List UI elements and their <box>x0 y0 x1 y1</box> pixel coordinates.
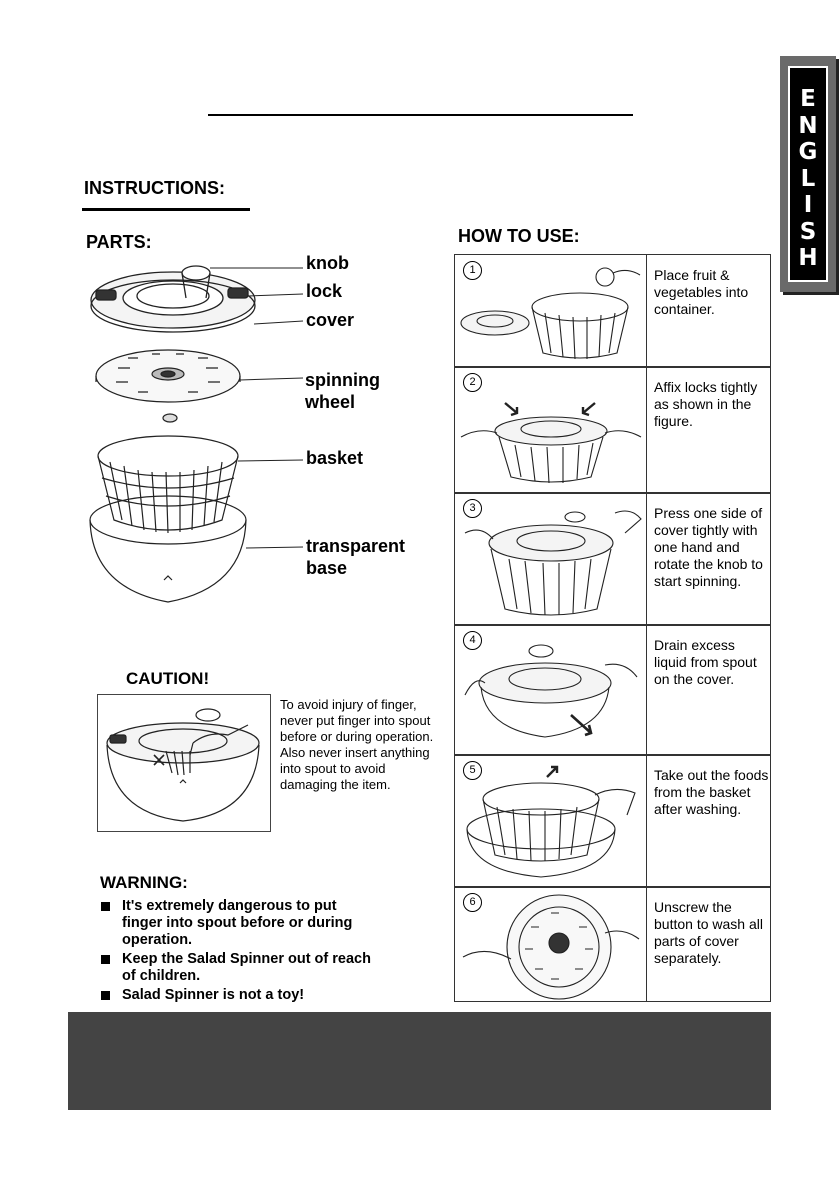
instructions-underline <box>82 208 250 211</box>
step-4-panel <box>454 624 771 756</box>
step-4-illustration <box>455 625 647 755</box>
warning-item <box>100 898 440 949</box>
step-3-text: Press one side of cover tightly with one hand and rotate the knob to start spinning. <box>654 505 763 589</box>
part-label-transparent: transparent <box>306 536 406 556</box>
spinning-wheel-illustration <box>96 350 240 402</box>
step-2-illustration <box>455 367 647 493</box>
step-1-panel <box>454 254 771 368</box>
warning-item-line: Keep the Salad Spinner out of reach <box>122 951 371 967</box>
step-5-text: Take out the foods from the basket after washing. <box>654 767 769 817</box>
step-1-drawing <box>455 255 645 367</box>
step-number: 5 <box>463 761 482 780</box>
part-label-lock: lock <box>306 281 343 301</box>
parts-heading: PARTS: <box>86 232 152 252</box>
step-3-drawing <box>455 493 645 625</box>
step-2-panel <box>454 366 771 494</box>
step-6-panel <box>454 886 771 1002</box>
warning-item-line: finger into spout before or during <box>122 915 353 931</box>
language-letter: N <box>798 112 818 139</box>
step-number: 4 <box>463 631 482 650</box>
step-6-text: Unscrew the button to wash all parts of cover separately. <box>654 899 763 966</box>
step-5-panel <box>454 754 771 888</box>
step-number: 3 <box>463 499 482 518</box>
title-rule <box>208 114 633 116</box>
step-5-drawing <box>455 755 645 887</box>
language-tab <box>780 56 836 292</box>
caution-illustration-box <box>97 694 271 832</box>
language-letter: G <box>798 139 818 165</box>
step-2-text: Affix locks tightly as shown in the figure. <box>654 379 758 429</box>
step-number: 2 <box>463 373 482 392</box>
language-letter: L <box>800 165 816 192</box>
part-label-basket: basket <box>306 448 364 468</box>
center-screw-illustration <box>163 414 177 422</box>
caution-heading: CAUTION! <box>126 669 210 688</box>
warning-heading: WARNING: <box>100 873 188 892</box>
caution-text: To avoid injury of finger, never put finger into spout before or during operation. Also never insert anything into spout to avoid damaging the item. <box>280 697 434 792</box>
part-label-knob: knob <box>306 253 349 273</box>
step-number: 6 <box>463 893 482 912</box>
language-letter: E <box>800 86 816 112</box>
warning-list <box>100 898 440 1006</box>
exploded-parts-illustration <box>88 258 308 613</box>
warning-item <box>100 987 440 1004</box>
warning-item <box>100 951 440 985</box>
instructions-heading: INSTRUCTIONS: <box>84 178 225 198</box>
basket-illustration <box>98 436 238 533</box>
step-1-illustration <box>455 255 647 367</box>
step-3-illustration <box>455 493 647 625</box>
step-1-text: Place fruit & vegetables into container. <box>654 267 749 317</box>
warning-item-line: of children. <box>122 968 201 984</box>
language-tab-letters <box>790 86 826 272</box>
part-label-spinning: spinning <box>305 370 380 390</box>
step-4-drawing <box>455 625 645 755</box>
language-letter: H <box>798 245 818 271</box>
caution-illustration <box>98 695 269 830</box>
warning-item-line: Salad Spinner is not a toy! <box>122 987 305 1003</box>
warning-item-line: It's extremely dangerous to put <box>122 898 337 914</box>
footer-band <box>68 1012 771 1110</box>
part-label-cover: cover <box>306 310 355 330</box>
part-label-wheel: wheel <box>305 392 356 412</box>
step-3-panel <box>454 492 771 626</box>
step-number: 1 <box>463 261 482 280</box>
language-letter: I <box>803 192 813 218</box>
language-letter: S <box>799 218 817 245</box>
warning-item-line: operation. <box>122 932 193 948</box>
step-6-illustration <box>455 887 647 1001</box>
step-6-drawing <box>455 887 645 1001</box>
cover-illustration <box>91 266 255 332</box>
language-tab-inner <box>788 66 828 282</box>
step-5-illustration <box>455 755 647 887</box>
step-4-text: Drain excess liquid from spout on the cover. <box>654 637 757 687</box>
part-label-base: base <box>306 558 348 578</box>
how-to-use-heading: HOW TO USE: <box>458 226 580 246</box>
step-2-drawing <box>455 367 645 493</box>
transparent-base-illustration <box>90 496 246 602</box>
